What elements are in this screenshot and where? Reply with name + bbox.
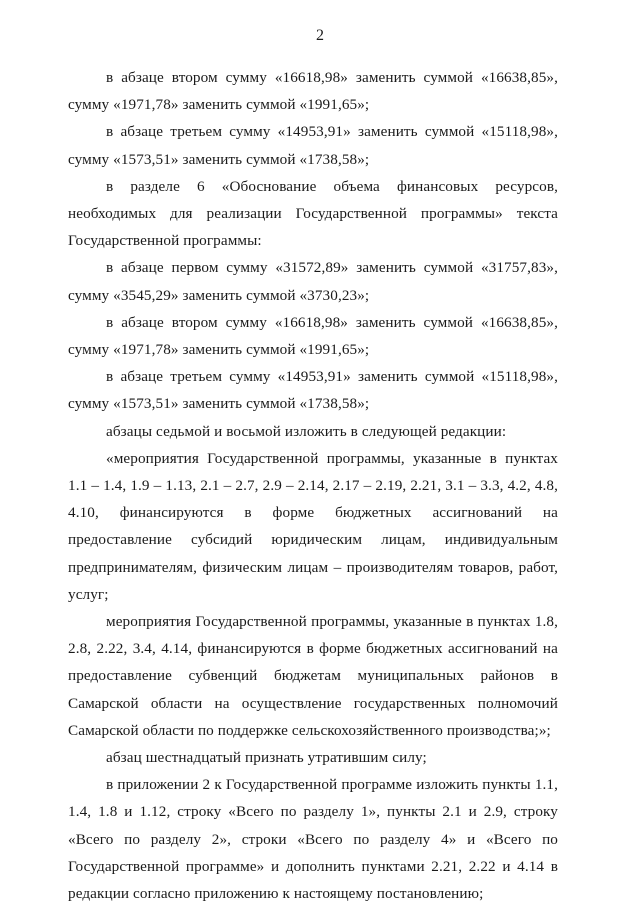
paragraph-3: в разделе 6 «Обоснование объема финансовых ресурсов, необходимых для реализации Государственной программы» текста Государственной программы: — [68, 177, 558, 250]
paragraph-10: абзац шестнадцатый признать утратившим силу; — [106, 749, 427, 767]
paragraph-1: в абзаце втором сумму «16618,98» заменить суммой «16638,85», сумму «1971,78» заменить суммой «1991,65»; — [68, 69, 558, 114]
page-number: 2 — [316, 27, 324, 44]
paragraph-6: в абзаце третьем сумму «14953,91» заменить суммой «15118,98», сумму «1573,51» заменить суммой «1738,58»; — [68, 368, 558, 413]
paragraph-4: в абзаце первом сумму «31572,89» заменить суммой «31757,83», сумму «3545,29» заменить суммой «3730,23»; — [68, 259, 558, 304]
paragraph-2: в абзаце третьем сумму «14953,91» заменить суммой «15118,98», сумму «1573,51» заменить суммой «1738,58»; — [68, 123, 558, 168]
paragraph-11: в приложении 2 к Государственной программе изложить пункты 1.1, 1.4, 1.8 и 1.12, строку «Всего по разделу 1», пункты 2.1 и 2.9, строку «Всего по разделу 2», строки «Всего по разделу 4» и «Всего по Государственной программе» и дополнить пунктами 2.21, 2.22 и 4.14 в редакции согласно приложению к настоящему постановлению; — [68, 776, 558, 903]
paragraph-5: в абзаце втором сумму «16618,98» заменить суммой «16638,85», сумму «1971,78» заменить суммой «1991,65»; — [68, 313, 558, 359]
paragraph-9: мероприятия Государственной программы, указанные в пунктах 1.8, 2.8, 2.22, 3.4, 4.14, финансируются в форме бюджетных ассигнований на предоставление субвенций бюджетам муниципальных районов в Самарской области на осуществление государственных полномочий Самарской области по поддержке сельскохозяйственного производства;»; — [68, 613, 558, 739]
paragraph-7: абзацы седьмой и восьмой изложить в следующей редакции: — [106, 422, 507, 440]
document-body — [68, 64, 558, 907]
paragraph-8: «мероприятия Государственной программы, указанные в пунктах 1.1 – 1.4, 1.9 – 1.13, 2.1 – 2.7, 2.9 – 2.14, 2.17 – 2.19, 2.21, 3.1 – 3.3, 4.2, 4.8, 4.10, финансируются в форме бюджетных ассигнований на предоставление субсидий юридическим лицам, индивидуальным предпринимателям, физическим лицам – производителям товаров, работ, услуг; — [68, 449, 558, 603]
